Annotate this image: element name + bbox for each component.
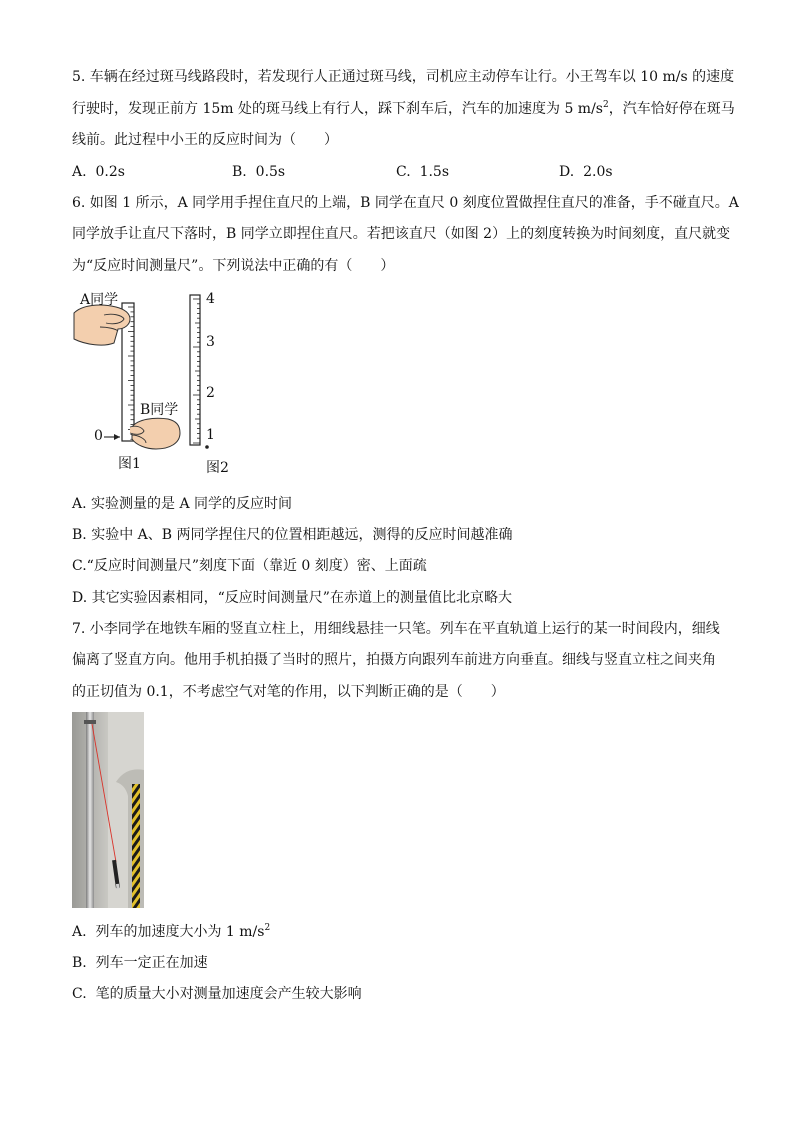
q6-option-c <box>72 556 427 576</box>
q6-option-a <box>72 494 292 514</box>
q7-option-b-key: B. <box>72 955 87 971</box>
fig-label-a: A同学 <box>80 292 119 308</box>
q6-option-d-text: 其它实验因素相同，“反应时间测量尺”在赤道上的测量值比北京略大 <box>91 590 512 606</box>
photo-hazard-strip <box>132 784 140 908</box>
q7-option-c-text: 笔的质量大小对测量加速度会产生较大影响 <box>95 986 362 1002</box>
q5-stem-line2-part1: 行驶时，发现正前方 15m 处的斑马线上有行人，踩下刹车后，汽车的加速度为 5 m/s <box>72 101 603 117</box>
fig2-ruler-body <box>190 295 200 445</box>
q7-stem-line1: 7. 小李同学在地铁车厢的竖直立柱上，用细线悬挂一只笔。列车在平直轨道上运行的某一时间段内，细线 <box>72 621 720 637</box>
zero-arrow-head-icon <box>114 434 120 440</box>
fig-label-b: B同学 <box>140 402 179 418</box>
q5-option-b-text: 0.5s <box>255 164 286 180</box>
q5-stem-line2-part2: ，汽车恰好停在斑马 <box>608 101 735 117</box>
q6-option-c-text: “反应时间测量尺”刻度下面（靠近 0 刻度）密、上面疏 <box>86 558 427 574</box>
q6-option-b <box>72 525 513 545</box>
fig2-ruler-dot <box>205 445 209 449</box>
q7-option-b-text: 列车一定正在加速 <box>95 955 208 971</box>
q7-option-a-text: 列车的加速度大小为 1 m/s <box>95 924 265 940</box>
q5-stem-line2 <box>72 99 735 119</box>
subway-photo-drawing <box>72 712 144 908</box>
q7-stem-line3: 的正切值为 0.1，不考虑空气对笔的作用，以下判断正确的是（ ） <box>72 684 505 700</box>
q5-option-c-text: 1.5s <box>419 164 450 180</box>
ruler-figure <box>60 285 250 480</box>
q5-option-a <box>72 162 125 182</box>
q5-stem-line2-sup: 2 <box>602 100 609 110</box>
ruler-diagram <box>60 285 250 480</box>
q5-option-d-text: 2.0s <box>583 164 613 180</box>
q6-option-d-key: D. <box>72 590 88 606</box>
fig1-caption: 图1 <box>118 456 141 472</box>
fig2-scale-2: 2 <box>206 385 215 401</box>
q5-option-b <box>232 162 285 182</box>
q6-option-a-text: 实验测量的是 A 同学的反应时间 <box>91 496 293 512</box>
q7-stem-line2: 偏离了竖直方向。他用手机拍摄了当时的照片，拍摄方向跟列车前进方向垂直。细线与竖直立柱之间夹角 <box>72 652 716 668</box>
photo-pole-clamp <box>84 720 96 724</box>
q5-stem-line1: 5. 车辆在经过斑马线路段时，若发现行人正通过斑马线，司机应主动停车让行。小王驾车以 10 m/s 的速度 <box>72 69 735 85</box>
fig2-scale-1: 1 <box>206 427 215 443</box>
photo-pole <box>86 712 94 908</box>
q7-option-a <box>72 922 270 942</box>
q5-option-b-key: B. <box>232 164 247 180</box>
q6-stem-line3: 为“反应时间测量尺”。下列说法中正确的有（ ） <box>72 258 395 274</box>
q7-option-a-key: A. <box>72 924 87 940</box>
q5-option-c <box>396 162 449 182</box>
q6-option-c-key: C. <box>72 558 87 574</box>
subway-photo <box>72 712 144 908</box>
q5-stem-line3: 线前。此过程中小王的反应时间为（ ） <box>72 132 338 148</box>
fig2-scale-4: 4 <box>206 291 215 307</box>
q6-stem-line2: 同学放手让直尺下落时，B 同学立即捏住直尺。若把该直尺（如图 2）上的刻度转换为时间刻度，直尺就变 <box>72 226 731 242</box>
q6-option-b-key: B. <box>72 527 87 543</box>
q6-option-b-text: 实验中 A、B 两同学捏住尺的位置相距越远，测得的反应时间越准确 <box>91 527 513 543</box>
fig2-caption: 图2 <box>206 460 229 476</box>
q7-option-c <box>72 984 362 1004</box>
q7-option-c-key: C. <box>72 986 87 1002</box>
q6-stem-line1: 6. 如图 1 所示，A 同学用手捏住直尺的上端，B 同学在直尺 0 刻度位置做捏住直尺的准备，手不碰直尺。A <box>72 195 739 211</box>
q5-option-d-key: D. <box>559 164 575 180</box>
q6-option-d <box>72 588 512 608</box>
fig-zero-label: 0 <box>94 428 103 444</box>
q7-option-b <box>72 953 208 973</box>
q6-option-a-key: A. <box>72 496 87 512</box>
q7-option-a-sup: 2 <box>264 923 271 933</box>
q5-option-a-key: A. <box>72 164 87 180</box>
fig2-scale-3: 3 <box>206 334 215 350</box>
q5-option-a-text: 0.2s <box>95 164 125 180</box>
q5-option-c-key: C. <box>396 164 411 180</box>
q5-option-d <box>559 162 613 182</box>
